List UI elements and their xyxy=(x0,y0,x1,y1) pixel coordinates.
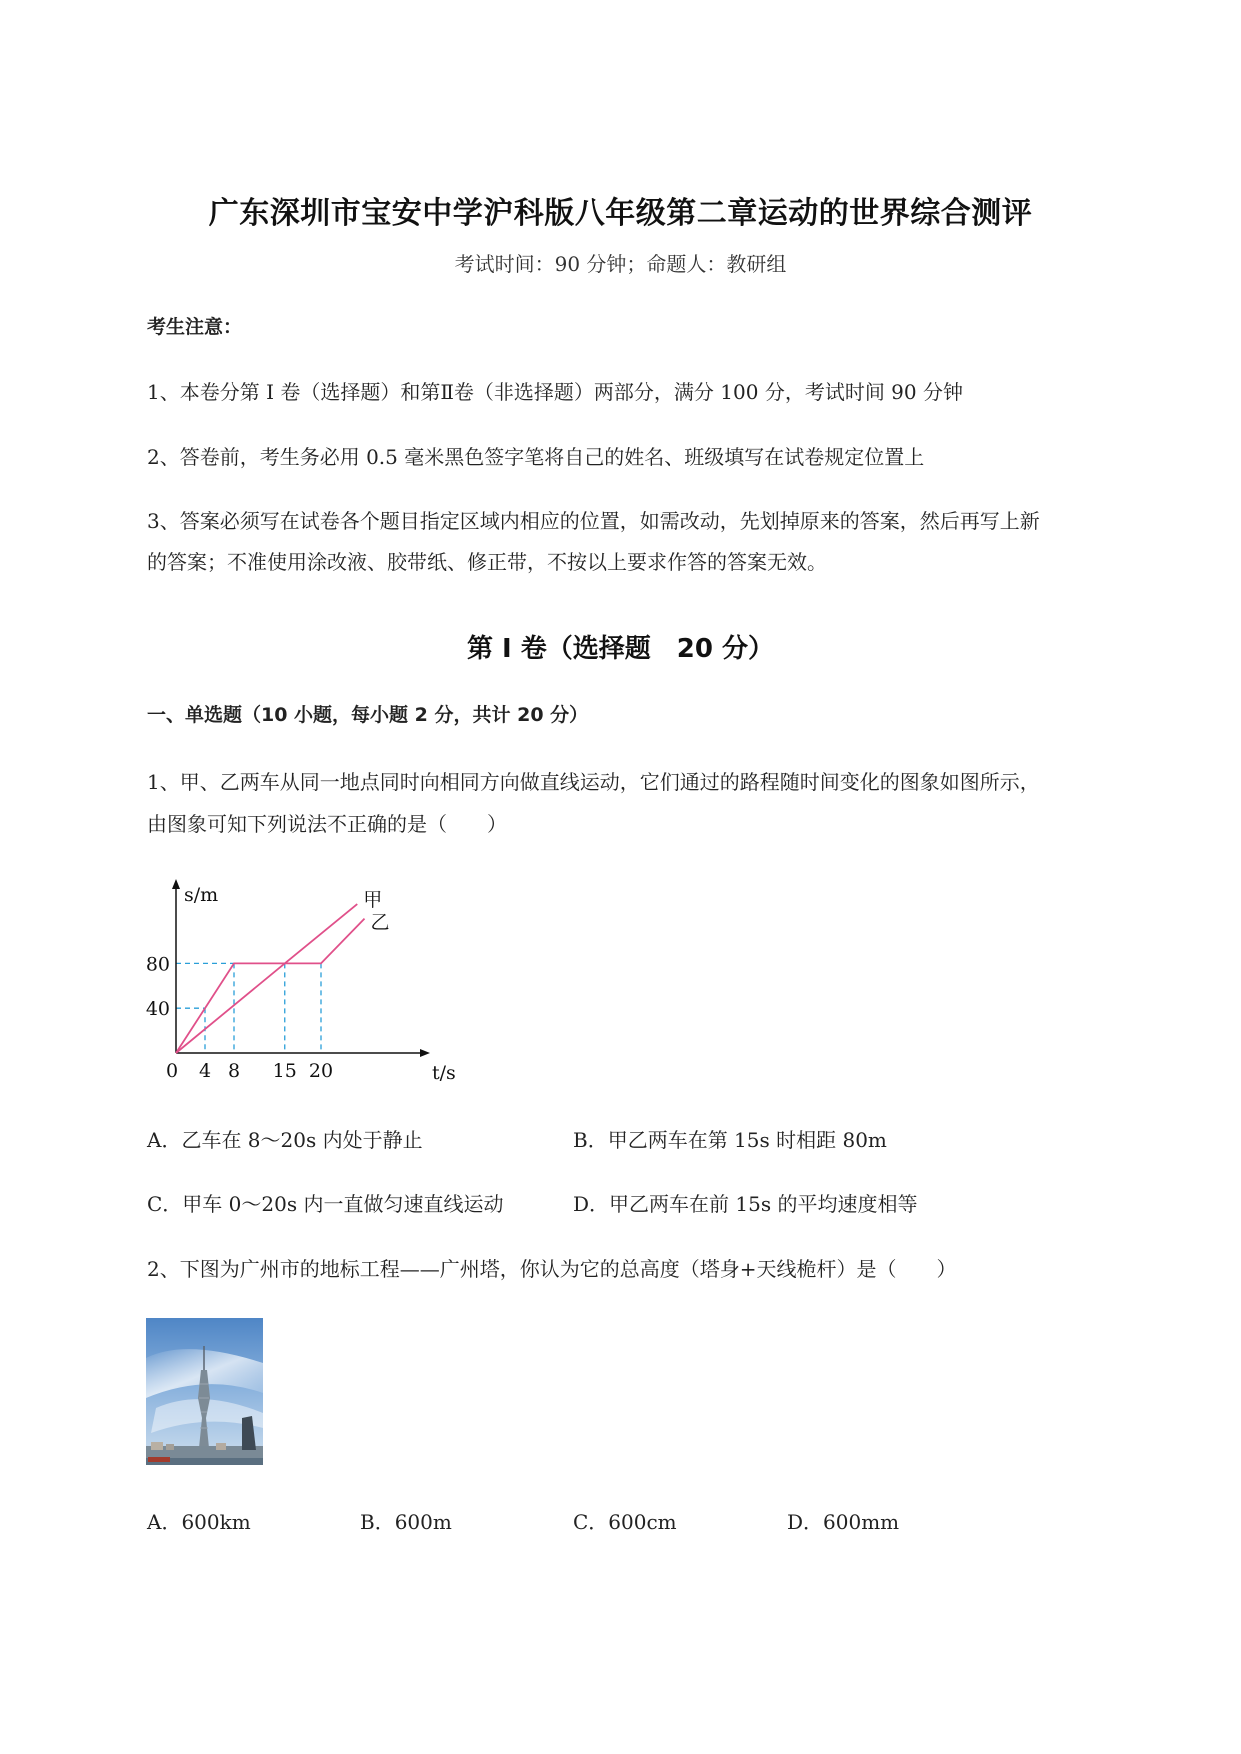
x-axis-label: t/s xyxy=(432,1062,456,1084)
exam-info: 考试时间：90 分钟；命题人：教研组 xyxy=(454,252,787,276)
question-1-line2: 由图象可知下列说法不正确的是（ ） xyxy=(147,812,507,836)
q2-option-c[interactable]: C．600cm xyxy=(573,1510,677,1534)
series-label-yi: 乙 xyxy=(370,911,390,934)
notice-heading: 考生注意： xyxy=(147,316,243,338)
y-axis-label: s/m xyxy=(184,884,219,906)
x-tick-label-4: 4 xyxy=(198,1060,212,1082)
notice-item-3-line1: 3、答案必须写在试卷各个题目指定区域内相应的位置，如需改动，先划掉原来的答案，然后再写上新 xyxy=(147,509,1040,533)
q1-option-a[interactable]: A．乙车在 8～20s 内处于静止 xyxy=(147,1128,423,1152)
series-line-yi xyxy=(176,919,365,1053)
question-1-line1: 1、甲、乙两车从同一地点同时向相同方向做直线运动，它们通过的路程随时间变化的图象如图所示， xyxy=(147,770,1040,794)
q1-option-d[interactable]: D．甲乙两车在前 15s 的平均速度相等 xyxy=(573,1192,918,1216)
q2-option-b[interactable]: B．600m xyxy=(360,1510,452,1534)
q1-option-b[interactable]: B．甲乙两车在第 15s 时相距 80m xyxy=(573,1128,887,1152)
notice-item-3-line2: 的答案；不准使用涂改液、胶带纸、修正带，不按以上要求作答的答案无效。 xyxy=(147,550,827,574)
question-2-line1: 2、下图为广州市的地标工程——广州塔，你认为它的总高度（塔身+天线桅杆）是（ ） xyxy=(147,1257,957,1281)
notice-item-2: 2、答卷前，考生务必用 0.5 毫米黑色签字笔将自己的姓名、班级填写在试卷规定位置上 xyxy=(147,445,925,469)
x-axis-arrow xyxy=(420,1049,430,1057)
section-title: 第 I 卷（选择题 20 分） xyxy=(466,634,774,664)
origin-label: 0 xyxy=(165,1060,179,1082)
page-title: 广东深圳市宝安中学沪科版八年级第二章运动的世界综合测评 xyxy=(208,196,1033,231)
y-tick-label-80: 80 xyxy=(145,953,170,976)
q2-option-d[interactable]: D．600mm xyxy=(787,1510,900,1534)
part-heading: 一、单选题（10 小题，每小题 2 分，共计 20 分） xyxy=(147,704,589,726)
x-tick-label-20: 20 xyxy=(308,1060,334,1082)
x-tick-label-15: 15 xyxy=(272,1060,297,1082)
q1-option-c[interactable]: C．甲车 0～20s 内一直做匀速直线运动 xyxy=(147,1192,504,1216)
q2-option-a[interactable]: A．600km xyxy=(147,1510,251,1534)
y-tick-label-40: 40 xyxy=(145,998,170,1021)
series-line-jia xyxy=(176,904,357,1053)
x-tick-label-8: 8 xyxy=(227,1060,241,1082)
notice-item-1: 1、本卷分第 I 卷（选择题）和第Ⅱ卷（非选择题）两部分，满分 100 分，考试时间 90 分钟 xyxy=(147,380,963,404)
canton-tower-photo xyxy=(146,1318,263,1465)
distance-time-chart xyxy=(140,875,456,1090)
series-label-jia: 甲 xyxy=(363,889,383,912)
y-axis-arrow xyxy=(172,879,180,889)
